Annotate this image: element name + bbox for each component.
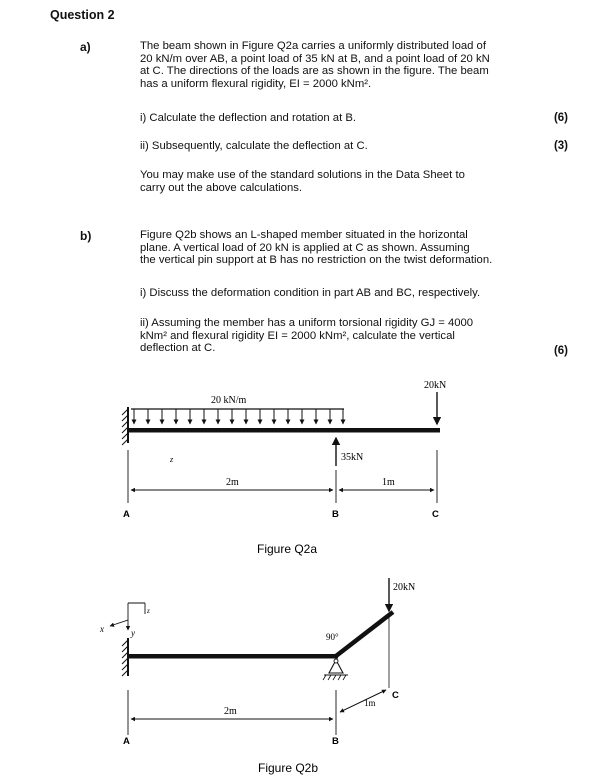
point-b-label: B	[332, 509, 339, 520]
part-a-intro-line: The beam shown in Figure Q2a carries a uniformly distributed load of	[140, 40, 486, 52]
point-b-label-b: B	[332, 736, 339, 747]
angle-label: 90°	[326, 632, 339, 642]
part-b-item-2-line: deflection at C.	[140, 342, 216, 355]
part-a-label: a)	[80, 40, 91, 54]
part-b-label: b)	[80, 229, 92, 243]
beam	[128, 428, 440, 433]
axis-y-label: y	[131, 628, 135, 638]
dim-ab-label-b: 2m	[224, 706, 237, 717]
point-a-label: A	[123, 509, 130, 520]
part-a-intro-line: has a uniform flexural rigidity, EI = 2000 kNm².	[140, 77, 372, 90]
part-a-item-2-marks: (3)	[553, 140, 568, 152]
point-a-label-b: A	[123, 736, 130, 747]
part-a-intro-line: 20 kN/m over AB, a point load of 35 kN at B, and a point load of 20 kN	[140, 52, 490, 65]
part-b-item-1: i) Discuss the deformation condition in part AB and BC, respectively.	[140, 287, 481, 299]
point-c-label-b: C	[392, 690, 399, 701]
dim-bc-label-b: 1m	[364, 698, 376, 708]
part-a-item-1: i) Calculate the deflection and rotation at B.	[140, 112, 357, 124]
part-a-intro-line: at C. The directions of the loads are as shown in the figure. The beam	[140, 65, 489, 78]
part-a-item-2: ii) Subsequently, calculate the deflection at C.	[140, 140, 368, 152]
axis-z-label-b: z	[147, 607, 150, 615]
question-title: Question 2	[50, 8, 115, 22]
point-load-b-label: 35kN	[341, 452, 364, 463]
axes-icon	[110, 603, 145, 630]
part-b-item-2-marks: (6)	[553, 345, 568, 357]
dimension-lines-b	[128, 690, 386, 735]
udl-label: 20 kN/m	[211, 395, 247, 406]
part-a-note-line: You may make use of the standard solutions in the Data Sheet to	[140, 169, 465, 181]
axis-z-label: z	[170, 455, 174, 464]
axis-x-label: x	[100, 624, 104, 634]
part-b-item-2-line: ii) Assuming the member has a uniform torsional rigidity GJ = 4000	[140, 317, 474, 329]
part-a-note-line: carry out the above calculations.	[140, 181, 303, 194]
part-b-item-2-line: kNm² and flexural rigidity EI = 2000 kNm², calculate the vertical	[140, 329, 455, 342]
fixed-support-a-b	[122, 638, 128, 676]
dim-bc-label: 1m	[382, 477, 395, 488]
udl-arrows	[131, 409, 344, 424]
part-a-item-1-marks: (6)	[553, 112, 568, 124]
point-c-label: C	[432, 509, 439, 520]
point-load-c-label: 20kN	[424, 380, 447, 391]
pin-support-b	[323, 659, 348, 680]
figure-q2a-caption: Figure Q2a	[257, 542, 318, 556]
member-bc	[336, 612, 393, 656]
part-b-intro-line: Figure Q2b shows an L-shaped member situated in the horizontal	[140, 229, 468, 241]
part-b-intro-line: plane. A vertical load of 20 kN is applied at C as shown. Assuming	[140, 241, 470, 254]
dim-ab-label: 2m	[226, 477, 239, 488]
part-b-intro-line: the vertical pin support at B has no restriction on the twist deformation.	[140, 254, 493, 267]
member-ab	[128, 654, 338, 659]
load-c-label: 20kN	[393, 582, 416, 593]
fixed-support-a	[122, 407, 128, 445]
figure-q2b-caption: Figure Q2b	[258, 761, 319, 775]
